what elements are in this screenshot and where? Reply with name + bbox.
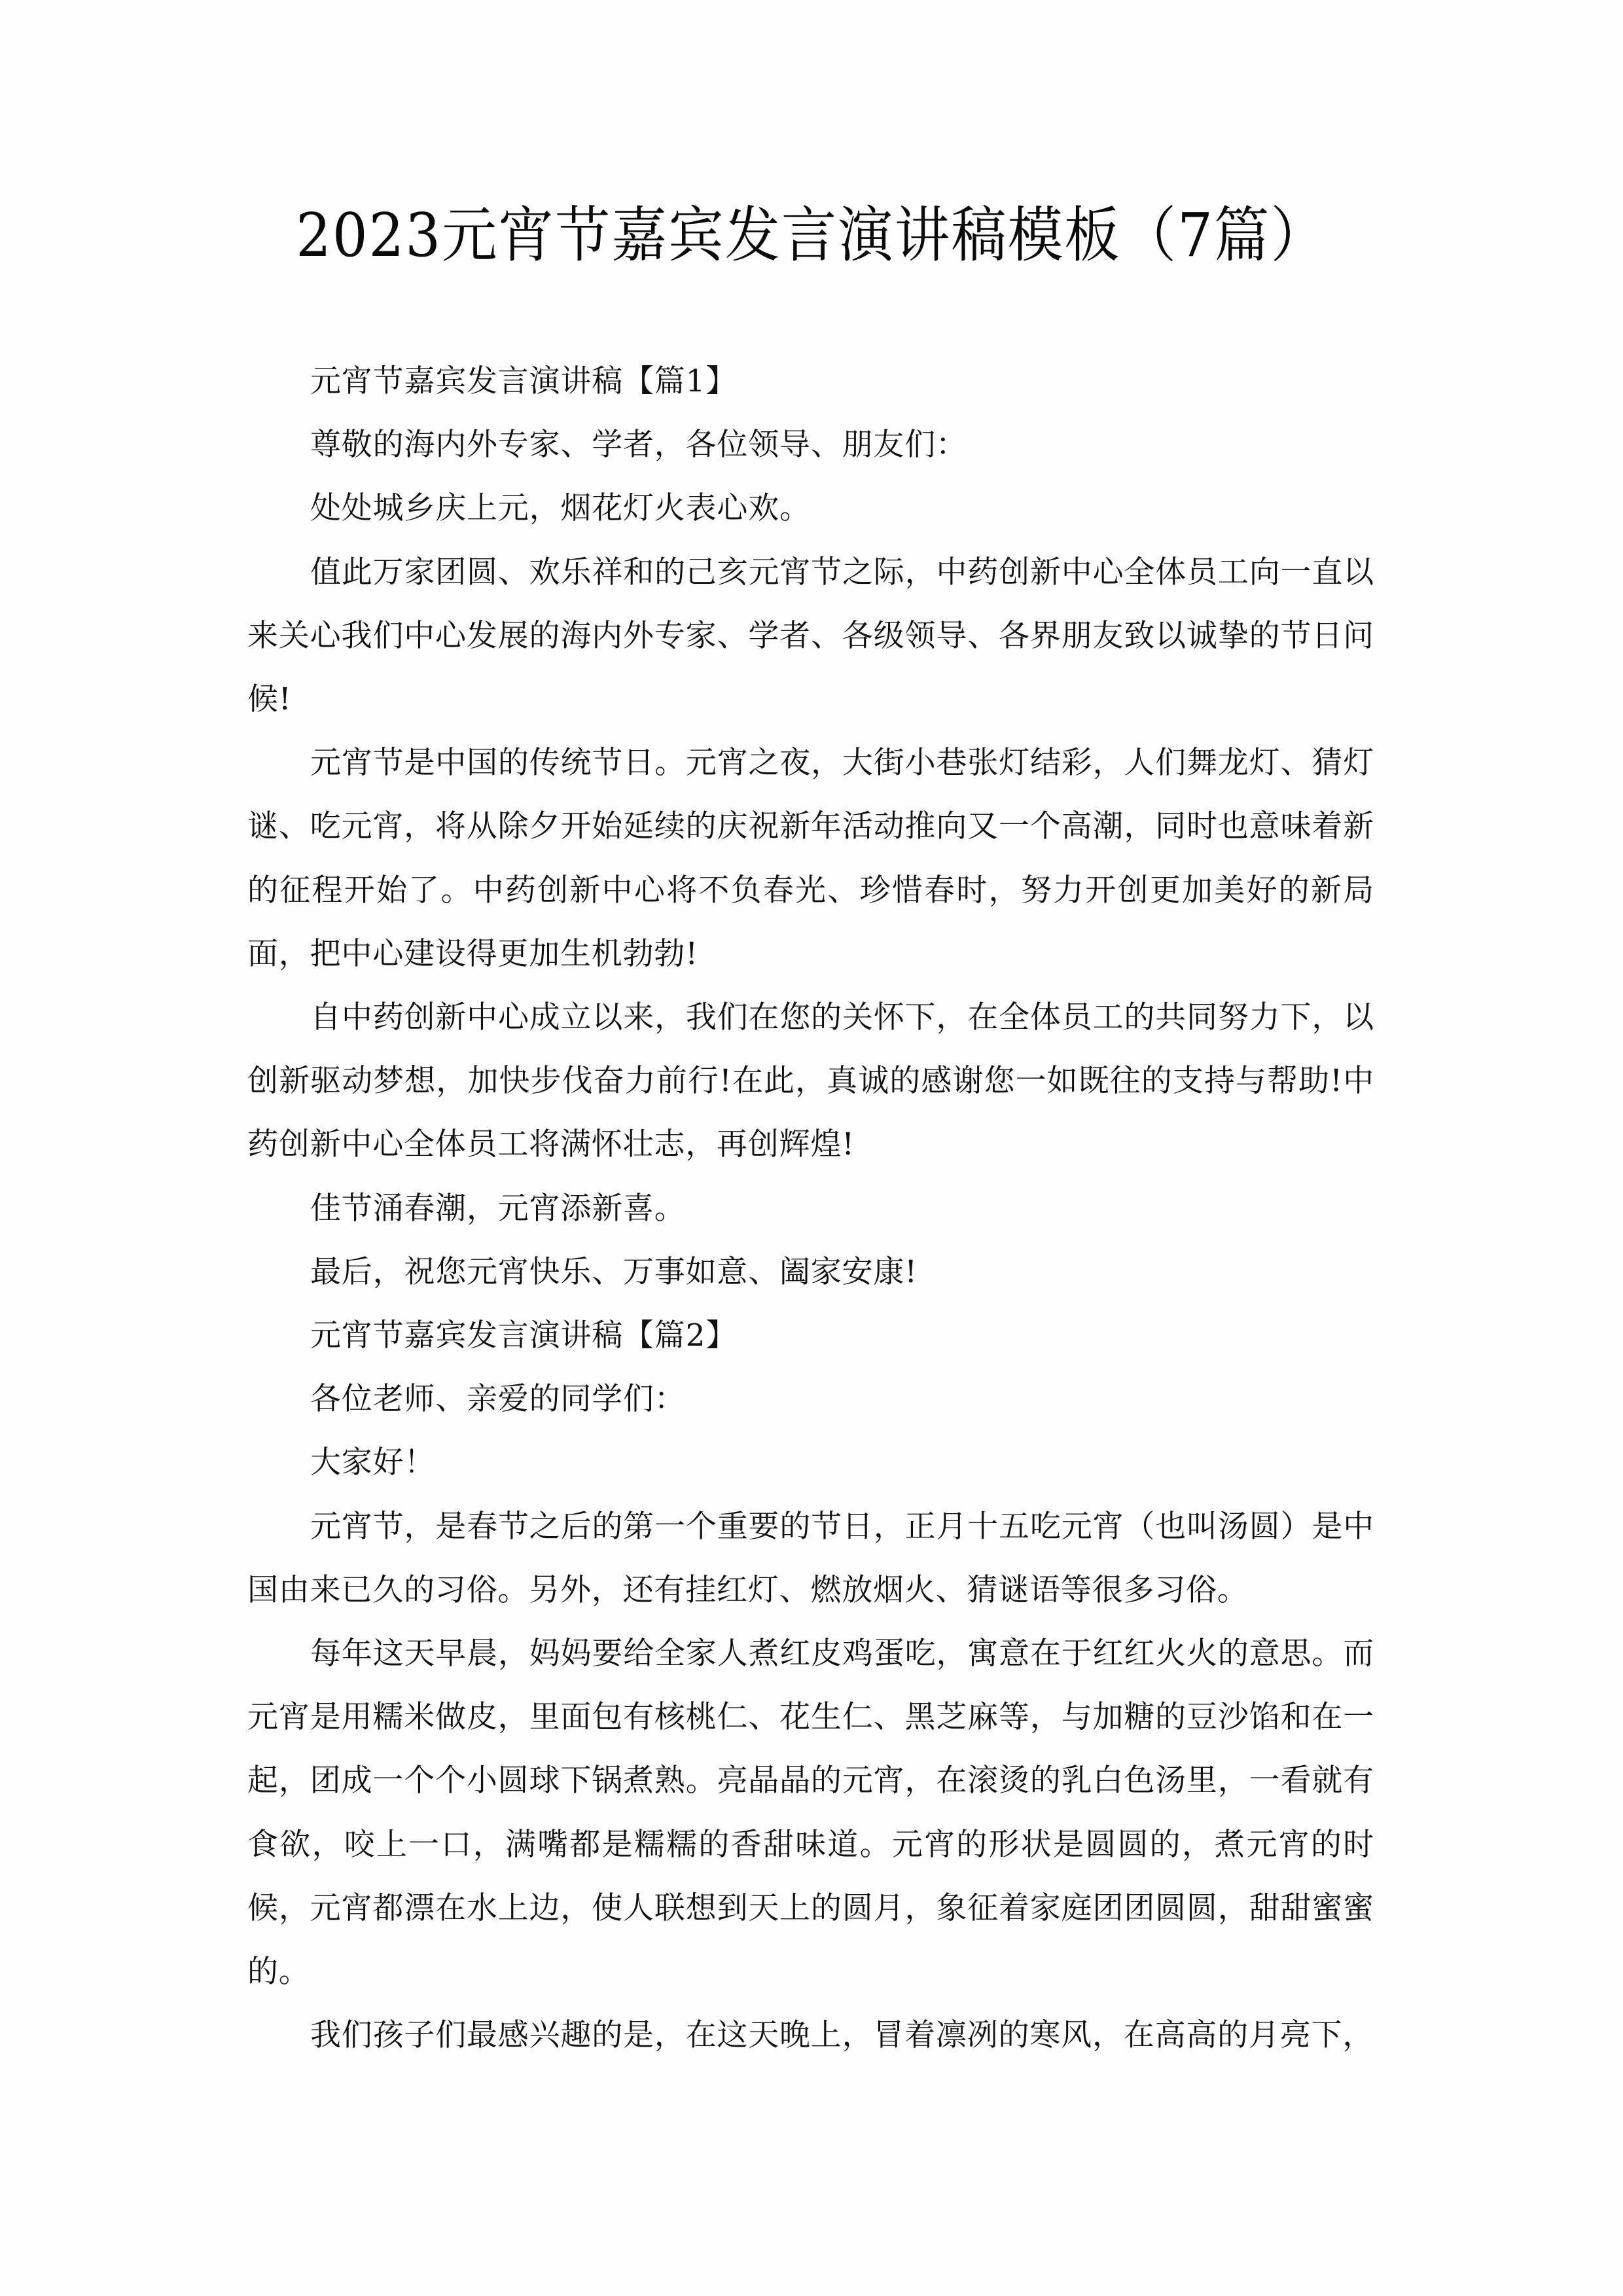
body-paragraph: 元宵节是中国的传统节日。元宵之夜，大街小巷张灯结彩，人们舞龙灯、猜灯谜、吃元宵，将从除夕开始延续的庆祝新年活动推向又一个高潮，同时也意味着新的征程开始了。中药创新中心将不负春光、珍惜春时，努力开创更加美好的新局面，把中心建设得更加生机勃勃!: [247, 745, 1374, 972]
section-heading-1: 元宵节嘉宾发言演讲稿【篇1】: [310, 363, 738, 399]
closing-paragraph: 最后，祝您元宵快乐、万事如意、阖家安康!: [310, 1253, 918, 1290]
document-body: [247, 350, 1374, 2067]
section-heading-2: 元宵节嘉宾发言演讲稿【篇2】: [310, 1318, 738, 1354]
body-paragraph: 自中药创新中心成立以来，我们在您的关怀下，在全体员工的共同努力下，以创新驱动梦想，加快步伐奋力前行!在此，真诚的感谢您一如既往的支持与帮助!中药创新中心全体员工将满怀壮志，再创辉煌!: [247, 999, 1374, 1163]
salutation-paragraph: 尊敬的海内外专家、学者，各位领导、朋友们：: [310, 427, 967, 463]
document-title: 2023元宵节嘉宾发言演讲稿模板（7篇）: [296, 200, 1327, 270]
body-paragraph: 元宵节，是春节之后的第一个重要的节日，正月十五吃元宵（也叫汤圆）是中国由来已久的习俗。另外，还有挂红灯、燃放烟火、猜谜语等很多习俗。: [247, 1508, 1374, 1608]
body-paragraph: 佳节涌春潮，元宵添新喜。: [310, 1190, 686, 1227]
body-paragraph: 处处城乡庆上元，烟花灯火表心欢。: [310, 490, 811, 527]
body-paragraph: 我们孩子们最感兴趣的是，在这天晚上，冒着凛冽的寒风，在高高的月亮下，: [310, 2017, 1374, 2054]
salutation-paragraph: 各位老师、亲爱的同学们：: [310, 1381, 686, 1418]
body-paragraph: 每年这天早晨，妈妈要给全家人煮红皮鸡蛋吃，寓意在于红红火火的意思。而元宵是用糯米做皮，里面包有核桃仁、花生仁、黑芝麻等，与加糖的豆沙馅和在一起，团成一个个小圆球下锅煮熟。亮晶晶的元宵，在滚烫的乳白色汤里，一看就有食欲，咬上一口，满嘴都是糯糯的香甜味道。元宵的形状是圆圆的，煮元宵的时候，元宵都漂在水上边，使人联想到天上的圆月，象征着家庭团团圆圆，甜甜蜜蜜的。: [247, 1636, 1374, 1990]
body-paragraph: 值此万家团圆、欢乐祥和的己亥元宵节之际，中药创新中心全体员工向一直以来关心我们中心发展的海内外专家、学者、各级领导、各界朋友致以诚挚的节日问候!: [247, 554, 1374, 718]
greeting-paragraph: 大家好！: [310, 1444, 436, 1481]
